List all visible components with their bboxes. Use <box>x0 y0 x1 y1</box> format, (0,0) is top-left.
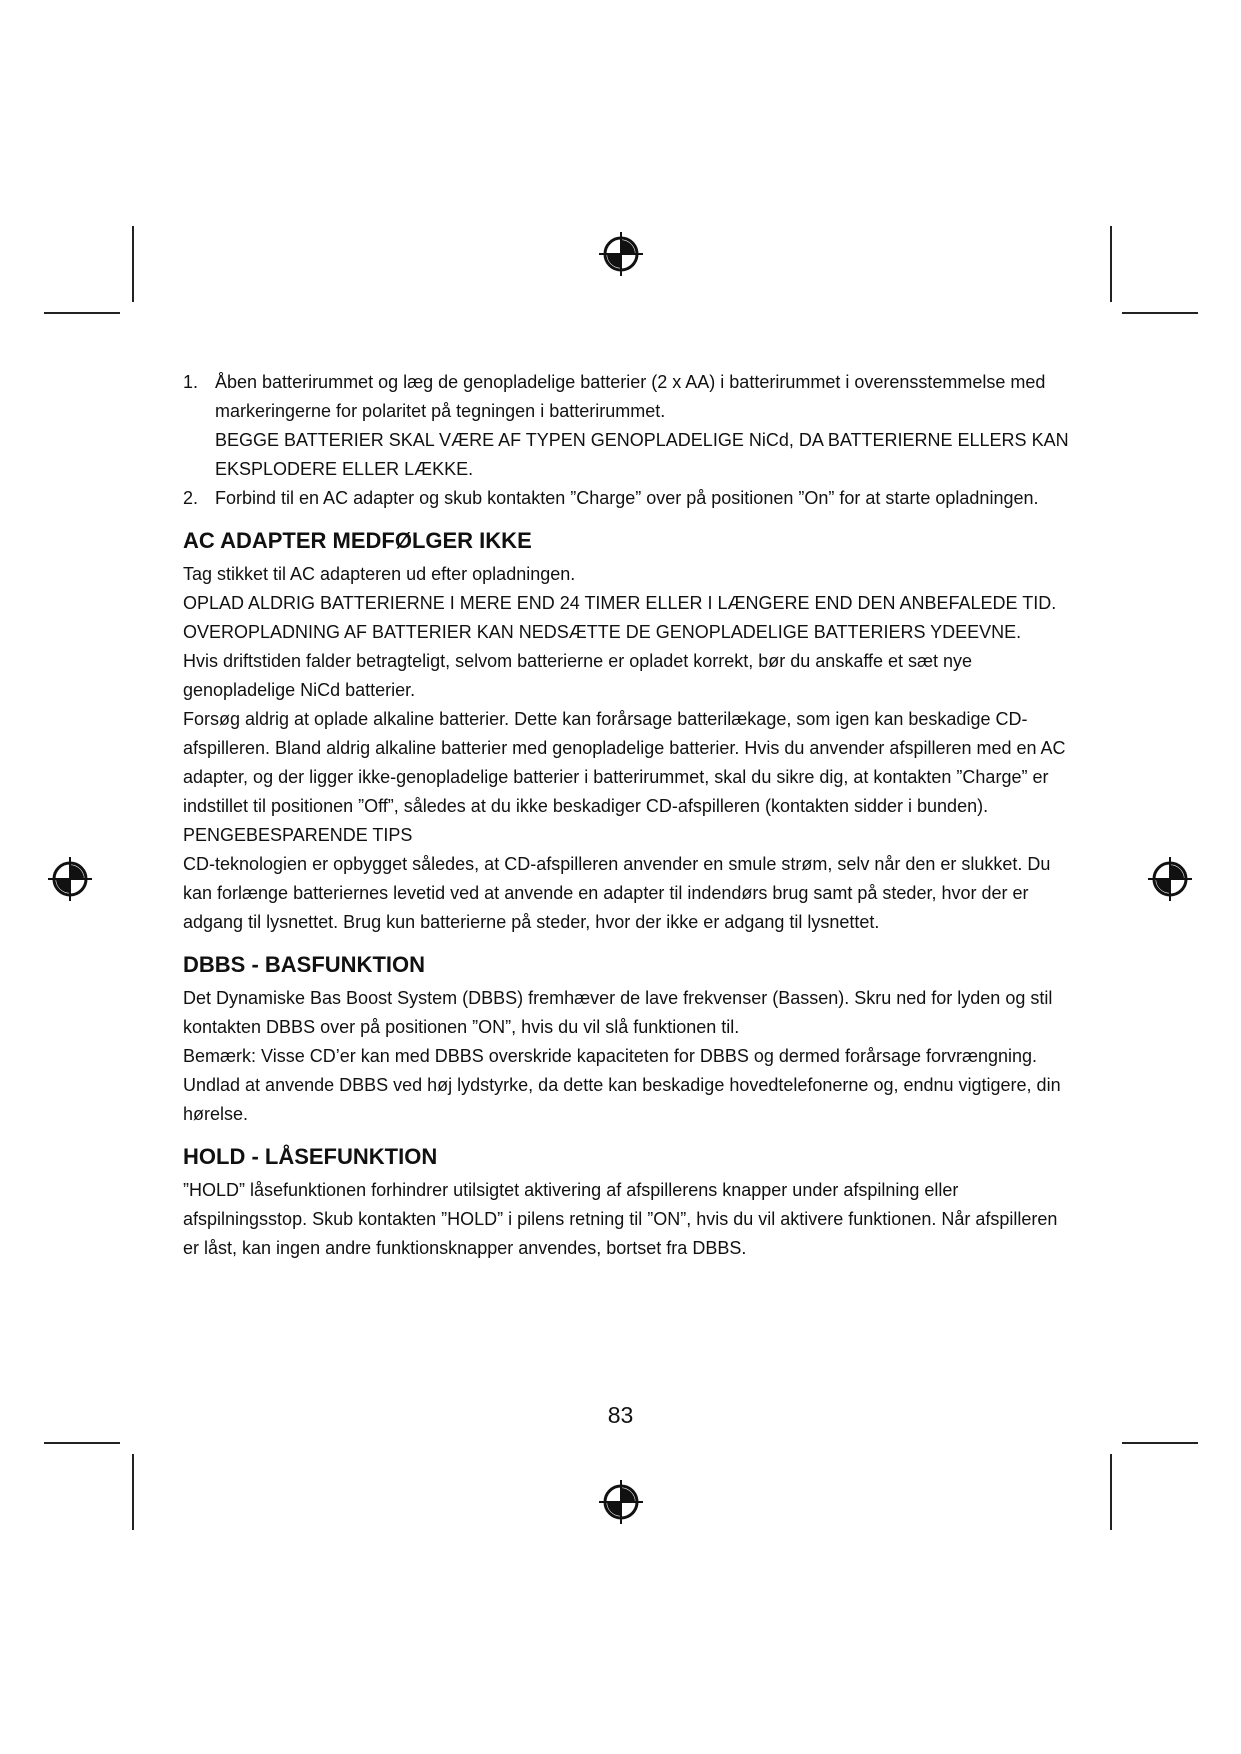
subheading-money-saving-tips: PENGEBESPARENDE TIPS <box>183 825 413 845</box>
list-item-number: 2. <box>183 488 199 508</box>
list-item-text: Forbind til en AC adapter og skub kontakten ”Charge” over på positionen ”On” for at starte opladningen. <box>215 488 1039 508</box>
page-number: 83 <box>607 1402 634 1428</box>
crop-mark-top-right-horizontal <box>1122 312 1198 314</box>
crop-mark-top-right-vertical <box>1110 226 1112 302</box>
crop-mark-bottom-right-horizontal <box>1122 1442 1198 1444</box>
crop-mark-bottom-left-horizontal <box>44 1442 120 1444</box>
crop-mark-bottom-right-vertical <box>1110 1454 1112 1530</box>
paragraph: OPLAD ALDRIG BATTERIERNE I MERE END 24 TIMER ELLER I LÆNGERE END DEN ANBEFALEDE TID. OVEROPLADNING AF BATTERIER KAN NEDSÆTTE DE GENOPLADELIGE BATTERIERS YDEEVNE. <box>183 593 1057 642</box>
paragraph: Det Dynamiske Bas Boost System (DBBS) fremhæver de lave frekvenser (Bassen). Skru ned for lyden og stil kontakten DBBS over på positionen ”ON”, hvis du vil slå funktionen til. <box>183 988 1053 1037</box>
section-heading-ac-adapter: AC ADAPTER MEDFØLGER IKKE <box>183 528 532 553</box>
paragraph: CD-teknologien er opbygget således, at CD-afspilleren anvender en smule strøm, selv når den er slukket. Du kan forlænge batteriernes levetid ved at anvende en adapter til indendørs brug samt på steder, hvor der er adgang til lysnettet. Brug kun batterierne på steder, hvor der ikke er adgang til lysnettet. <box>183 854 1051 932</box>
paragraph: Bemærk: Visse CD’er kan med DBBS overskride kapaciteten for DBBS og dermed forårsage forvrængning. Undlad at anvende DBBS ved høj lydstyrke, da dette kan beskadige hovedtelefonerne og, endnu vigtigere, din hørelse. <box>183 1046 1061 1124</box>
paragraph: Tag stikket til AC adapteren ud efter opladningen. <box>183 564 576 584</box>
crop-mark-top-left-vertical <box>132 226 134 302</box>
registration-mark-icon <box>597 1478 645 1526</box>
page-content <box>183 368 1078 1263</box>
crop-mark-top-left-horizontal <box>44 312 120 314</box>
registration-mark-icon <box>597 230 645 278</box>
list-item <box>183 484 1078 513</box>
paragraph: ”HOLD” låsefunktionen forhindrer utilsigtet aktivering af afspillerens knapper under afspilning eller afspilningsstop. Skub kontakten ”HOLD” i pilens retning til ”ON”, hvis du vil aktivere funktionen. Når afspilleren er låst, kan ingen andre funktionsknapper anvendes, bortset fra DBBS. <box>183 1180 1058 1258</box>
crop-mark-bottom-left-vertical <box>132 1454 134 1530</box>
registration-mark-icon <box>46 855 94 903</box>
section-heading-dbbs: DBBS - BASFUNKTION <box>183 952 425 977</box>
paragraph: Hvis driftstiden falder betragteligt, selvom batterierne er opladet korrekt, bør du anskaffe et sæt nye genopladelige NiCd batterier. <box>183 651 973 700</box>
section-heading-hold: HOLD - LÅSEFUNKTION <box>183 1144 438 1169</box>
instruction-list <box>183 368 1078 513</box>
battery-warning: BEGGE BATTERIER SKAL VÆRE AF TYPEN GENOPLADELIGE NiCd, DA BATTERIERNE ELLERS KAN EKSPLODERE ELLER LÆKKE. <box>215 430 1069 479</box>
registration-mark-icon <box>1146 855 1194 903</box>
paragraph: Forsøg aldrig at oplade alkaline batterier. Dette kan forårsage batterilækage, som igen kan beskadige CD-afspilleren. Bland aldrig alkaline batterier med genopladelige batterier. Hvis du anvender afspilleren med en AC adapter, og der ligger ikke-genopladelige batterier i batterirummet, skal du sikre dig, at kontakten ”Charge” er indstillet til positionen ”Off”, således at du ikke beskadiger CD-afspilleren (kontakten sidder i bunden). <box>183 709 1066 816</box>
list-item-text: Åben batterirummet og læg de genopladelige batterier (2 x AA) i batterirummet i overensstemmelse med markeringerne for polaritet på tegningen i batterirummet. <box>215 372 1046 421</box>
list-item-number: 1. <box>183 372 199 392</box>
list-item <box>183 368 1078 484</box>
